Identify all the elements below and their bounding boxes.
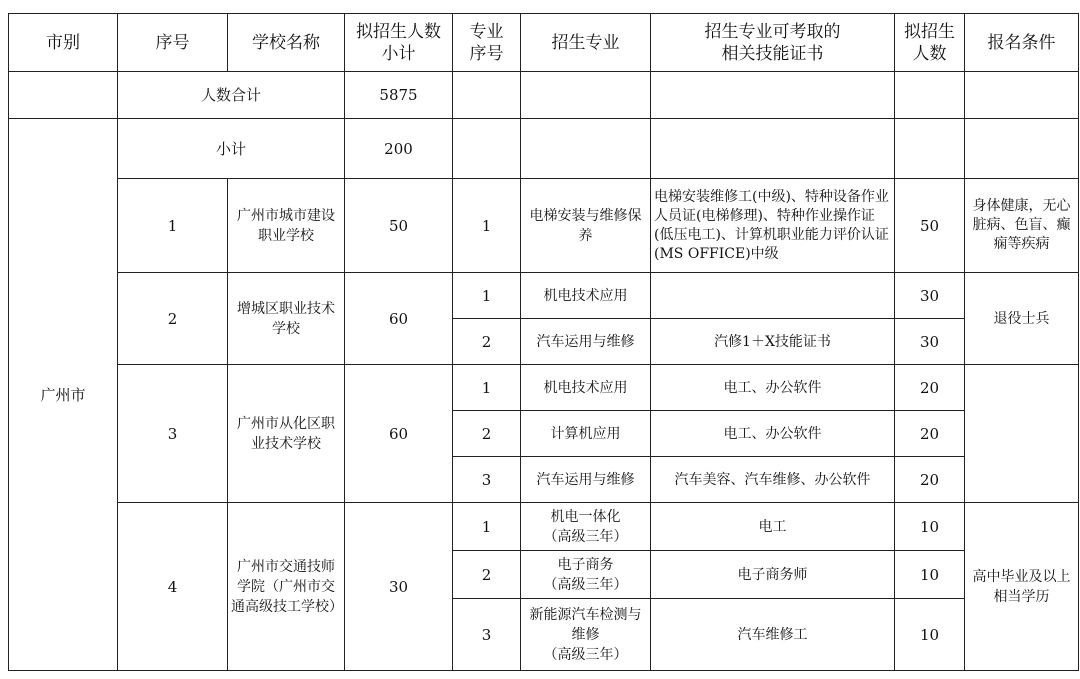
school-name: 广州市从化区职业技术学校 [228, 365, 345, 503]
school-seq: 1 [118, 179, 228, 273]
major-cert: 汽修1＋X技能证书 [651, 319, 895, 365]
school-quota: 60 [345, 273, 453, 365]
header-cert-line2: 相关技能证书 [721, 43, 824, 64]
table-row [9, 503, 1079, 551]
school-name: 广州市城市建设职业学校 [228, 179, 345, 273]
major-name-text: 机电一体化 [550, 508, 621, 525]
major-name [521, 503, 651, 551]
city-cell: 广州市 [9, 119, 118, 671]
subtotal-value: 200 [345, 119, 453, 179]
school-condition: 身体健康，无心脏病、色盲、癫痫等疾病 [965, 179, 1079, 273]
major-cert: 电工 [651, 503, 895, 551]
major-name: 机电技术应用 [521, 365, 651, 411]
total-value: 5875 [345, 72, 453, 119]
school-quota: 30 [345, 503, 453, 671]
header-major-seq-line1: 专业 [469, 21, 504, 42]
table-row [9, 273, 1079, 319]
school-seq: 2 [118, 273, 228, 365]
major-name: 计算机应用 [521, 411, 651, 457]
major-name [521, 551, 651, 599]
table-row [9, 365, 1079, 411]
header-city: 市别 [9, 14, 118, 72]
header-quota [345, 14, 453, 72]
major-cert: 电工、办公软件 [651, 365, 895, 411]
table-row [9, 179, 1079, 273]
major-seq: 2 [453, 551, 521, 599]
header-count [895, 14, 965, 72]
school-seq: 3 [118, 365, 228, 503]
header-count-line2: 人数 [912, 43, 947, 64]
total-row [9, 72, 1079, 119]
major-name-sub: （高级三年） [543, 576, 628, 593]
major-count: 10 [895, 599, 965, 671]
major-name-text: 新能源汽车检测与维修 [529, 606, 642, 643]
enrollment-table [8, 13, 1079, 671]
school-name: 增城区职业技术学校 [228, 273, 345, 365]
subtotal-row [9, 119, 1079, 179]
major-name: 机电技术应用 [521, 273, 651, 319]
header-quota-line1: 拟招生人数 [356, 21, 441, 42]
school-quota: 50 [345, 179, 453, 273]
major-name-sub: （高级三年） [543, 528, 628, 545]
major-cert: 汽车美容、汽车维修、办公软件 [651, 457, 895, 503]
major-cert: 电工、办公软件 [651, 411, 895, 457]
header-major-seq-line2: 序号 [469, 43, 504, 64]
major-seq: 1 [453, 273, 521, 319]
major-cert [651, 273, 895, 319]
subtotal-label: 小计 [118, 119, 345, 179]
major-count: 30 [895, 273, 965, 319]
school-quota: 60 [345, 365, 453, 503]
major-cert: 电梯安装维修工(中级)、特种设备作业人员证(电梯修理)、特种作业操作证(低压电工)、计算机职业能力评价认证(MS OFFICE)中级 [651, 179, 895, 273]
school-seq: 4 [118, 503, 228, 671]
total-label: 人数合计 [118, 72, 345, 119]
major-seq: 3 [453, 599, 521, 671]
major-count: 20 [895, 365, 965, 411]
major-seq: 2 [453, 411, 521, 457]
school-condition: 高中毕业及以上相当学历 [965, 503, 1079, 671]
major-count: 50 [895, 179, 965, 273]
header-condition: 报名条件 [965, 14, 1079, 72]
major-seq: 1 [453, 365, 521, 411]
major-name-sub: （高级三年） [543, 646, 628, 663]
total-empty-cell [9, 72, 118, 119]
school-name: 广州市交通技师学院（广州市交通高级技工学校） [228, 503, 345, 671]
header-quota-line2: 小计 [381, 43, 416, 64]
header-cert [651, 14, 895, 72]
school-condition [965, 365, 1079, 503]
header-count-line1: 拟招生 [904, 21, 955, 42]
major-count: 10 [895, 503, 965, 551]
major-cert: 汽车维修工 [651, 599, 895, 671]
major-name: 汽车运用与维修 [521, 457, 651, 503]
header-major-seq [453, 14, 521, 72]
header-row [9, 14, 1079, 72]
major-name [521, 599, 651, 671]
major-name-text: 电子商务 [557, 556, 614, 573]
major-count: 20 [895, 457, 965, 503]
major-seq: 1 [453, 503, 521, 551]
major-seq: 3 [453, 457, 521, 503]
major-count: 10 [895, 551, 965, 599]
major-name: 汽车运用与维修 [521, 319, 651, 365]
major-seq: 1 [453, 179, 521, 273]
header-cert-line1: 招生专业可考取的 [704, 21, 841, 42]
header-seq: 序号 [118, 14, 228, 72]
major-count: 20 [895, 411, 965, 457]
header-major: 招生专业 [521, 14, 651, 72]
major-cert: 电子商务师 [651, 551, 895, 599]
major-name: 电梯安装与维修保养 [521, 179, 651, 273]
major-seq: 2 [453, 319, 521, 365]
major-count: 30 [895, 319, 965, 365]
header-school: 学校名称 [228, 14, 345, 72]
school-condition: 退役士兵 [965, 273, 1079, 365]
